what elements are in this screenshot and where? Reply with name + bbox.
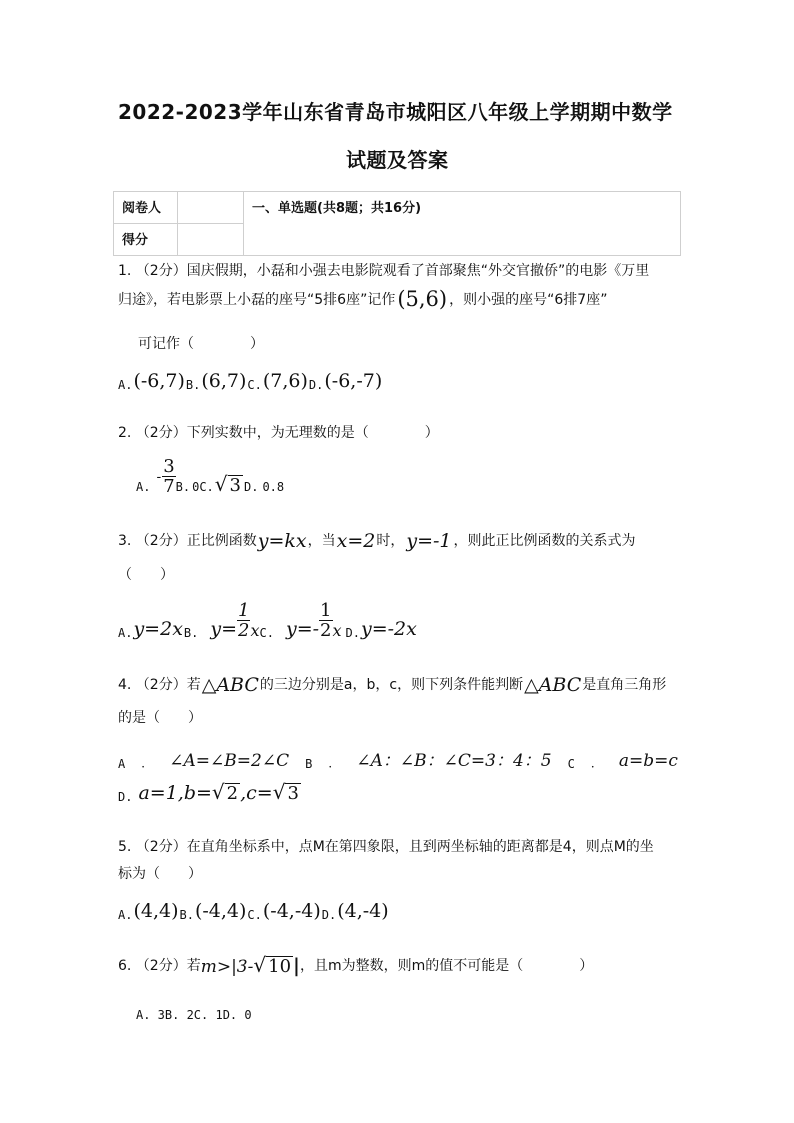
sqrt-sign-icon: √ [272,780,286,804]
q4-option-d-sqrt-1 [212,780,240,804]
q5-option-a: (4,4) [133,900,179,922]
reviewer-label: 阅卷人 [114,192,178,224]
q3-option-b-fraction [237,602,250,640]
q3-option-d: y=-2x [360,618,417,640]
score-label: 得分 [114,224,178,256]
q2-line1: 2. （2分）下列实数中，为无理数的是（ ） [118,425,439,441]
q3-option-c-numerator: 1 [320,600,332,621]
q3-option-b-label: B. [183,626,199,640]
q4-options-row2 [118,780,301,804]
q3-option-a: y=2x [133,618,183,640]
q1-option-d-label: D. [308,378,324,392]
score-cell [178,224,244,256]
q2-option-b: 0 [192,480,200,494]
q3-option-b-lhs: y= [210,618,238,640]
q4-text-b: 的三边分别是a，b，c，则下列条件能判断 [259,677,524,693]
q2-option-a-denominator: 7 [163,476,175,497]
q2-option-d-label: D. [243,480,259,494]
q2-option-b-label: B. [175,480,191,494]
q3-text-c: 时， [376,533,405,549]
page-title-line2: 试题及答案 [346,148,449,172]
q4-option-d-mid: ,c= [240,782,273,804]
q6-inequality-end: | [293,955,300,977]
q2-options [136,458,284,496]
q3-option-b-numerator: 1 [238,600,250,621]
q3-option-b-denominator: 2 [238,620,250,641]
sqrt-sign-icon: √ [214,472,228,496]
q3-option-c-var: x [332,621,342,640]
q5-options [118,900,390,922]
q4-option-d-radicand-1: 2 [226,783,239,805]
q1-option-c-label: C. [247,378,262,392]
q4-option-d-label: D. [118,790,133,804]
q5-option-c-label: C. [247,908,262,922]
q6-text-b: ，且m为整数，则m的值不可能是（ ） [299,958,594,974]
q3-option-b-var: x [250,621,260,640]
q6-sqrt [253,953,293,977]
q1-options [118,370,383,392]
q4-option-a-dot: ． [141,756,154,770]
q5-option-d: (4,-4) [337,900,389,922]
q1-option-c: (7,6) [262,370,308,392]
q1-coord: (5,6) [397,287,448,311]
sqrt-sign-icon: √ [211,780,225,804]
q6-options: A. 3B. 2C. 1D. 0 [136,1008,252,1022]
q3-text-a: 3. （2分）正比例函数 [118,533,257,549]
q3-option-d-label: D. [345,626,360,640]
score-table [113,191,681,256]
q4-option-d-lhs: a=1,b= [138,782,212,804]
q3-options [118,602,418,640]
q5-option-a-label: A. [118,908,133,922]
q2-option-a-numerator: 3 [163,456,175,477]
q4-option-c-label: C [567,757,575,771]
q2-option-a-sign: - [156,469,162,485]
q5-option-b: (-4,4) [194,900,247,922]
q4-line2: 的是（ ） [118,710,202,726]
q6-line1 [118,953,593,977]
section-title: 一、单选题(共8题；共16分) [244,192,681,256]
q3-option-c-fraction [319,602,332,640]
q4-text-a: 4. （2分）若 [118,677,201,693]
q3-eq2: x=2 [336,530,376,552]
q4-option-c-dot: ． [590,756,603,770]
q4-option-d-sqrt-2 [273,780,301,804]
q3-option-c-lhs: y=- [285,618,320,640]
sqrt-sign-icon: √ [253,953,267,977]
q3-text-b: ，当 [307,533,336,549]
q6-radicand: 10 [268,956,292,978]
q5-option-c: (-4,-4) [262,900,321,922]
q2-option-a-label: A. [136,480,151,494]
q4-text-c: 是直角三角形 [582,677,667,693]
q3-option-c-denominator: 2 [320,620,332,641]
q3-text-d: ，则此正比例函数的关系式为 [453,533,636,549]
q4-option-c: a=b=c [618,751,678,771]
q4-options-row1 [118,746,678,771]
q5-line2: 标为（ ） [118,866,202,882]
q3-option-c-label: C. [259,626,274,640]
q1-option-a: (-6,7) [133,370,185,392]
q4-option-d-radicand-2: 3 [287,783,299,805]
q6-inequality-lhs: m>|3- [200,957,254,977]
q2-option-c-label: C. [199,480,214,494]
q3-eq3: y=-1 [406,530,452,552]
q3-line1 [118,530,636,552]
q6-text-a: 6. （2分）若 [118,958,201,974]
q3-line2: （ ） [118,567,174,583]
q5-option-b-label: B. [179,908,194,922]
q2-option-c-sqrt [215,472,243,496]
q4-option-a: ∠A=∠B=2∠C [169,751,290,771]
q1-line2 [118,287,607,311]
q1-option-b-label: B. [185,378,201,392]
q4-option-b-dot: ． [328,756,341,770]
q1-line3: 可记作（ ） [138,336,264,352]
q2-option-d: 0.8 [262,480,285,494]
q1-text-b: 归途》，若电影票上小磊的座号“5排6座”记作 [118,292,396,308]
q1-line1: 1. （2分）国庆假期，小磊和小强去电影院观看了首部聚焦“外交官撤侨”的电影《万里 [118,263,650,279]
q1-option-a-label: A. [118,378,133,392]
q5-option-d-label: D. [321,908,337,922]
q1-option-d: (-6,-7) [324,370,383,392]
q2-option-a-fraction [162,458,175,496]
q4-option-b: ∠A：∠B：∠C=3：4：5 [356,751,552,771]
q4-line1 [118,674,666,696]
q4-triangle-1: △ABC [201,674,259,696]
q3-option-a-label: A. [118,626,133,640]
q4-triangle-2: △ABC [524,674,582,696]
q1-option-b: (6,7) [201,370,247,392]
q4-option-a-label: A [118,757,126,771]
page-title: 2022-2023学年山东省青岛市城阳区八年级上学期期中数学 [118,100,673,124]
q2-option-c-radicand: 3 [229,475,241,497]
q3-eq1: y=kx [257,530,307,552]
q5-line1: 5. （2分）在直角坐标系中，点M在第四象限，且到两坐标轴的距离都是4，则点M的坐 [118,839,654,855]
q1-text-c: ，则小强的座号“6排7座” [449,292,608,308]
reviewer-cell [178,192,244,224]
q4-option-b-label: B [305,757,313,771]
